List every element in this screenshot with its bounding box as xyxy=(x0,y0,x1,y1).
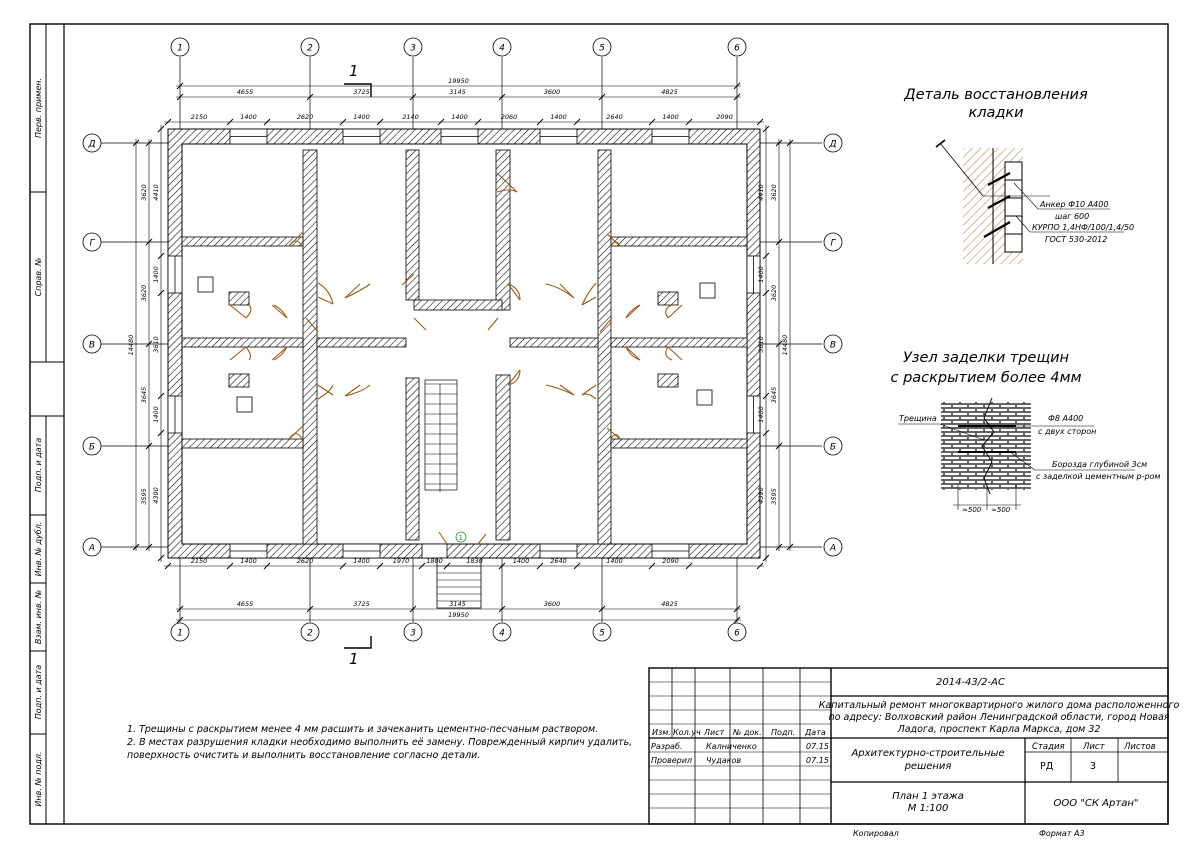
dim-bottom-span: 3725 xyxy=(353,600,370,608)
dim-right-opening: 4410 xyxy=(757,184,765,201)
dim-bottom-opening: 1830 xyxy=(466,557,483,565)
general-notes xyxy=(127,724,632,761)
dim-top-total: 19950 xyxy=(448,77,469,85)
col-podp: Подп. xyxy=(771,728,796,737)
dim-top-span: 3600 xyxy=(543,88,561,96)
dim-left-opening: 1400 xyxy=(152,266,160,283)
detail1-callout1-b: шаг 600 xyxy=(1055,212,1090,221)
detail2-dim-b: ≈500 xyxy=(991,506,1011,514)
dim-top-opening: 1400 xyxy=(240,113,257,121)
detail2-title-2: с раскрытием более 4мм xyxy=(890,370,1082,386)
dim-right-opening: 1400 xyxy=(757,266,765,283)
detail1-callout2-a: КУРПО 1,4НФ/100/1,4/50 xyxy=(1032,223,1135,232)
header-sheets: Листов xyxy=(1124,742,1156,752)
left-strip-label: Перв. примен. xyxy=(34,77,43,139)
dim-right-opening: 3610 xyxy=(757,336,765,353)
col-ndok: № док. xyxy=(733,728,762,737)
footer-format: Формат А3 xyxy=(1039,829,1085,838)
detail2-groove-a: Борозда глубиной 3см xyxy=(1052,460,1148,469)
detail2-rebar-a: Ф8 А400 xyxy=(1048,414,1084,423)
axis-label: Г xyxy=(89,238,95,249)
axis-label: Б xyxy=(829,442,837,453)
header-sheet: Лист xyxy=(1083,742,1105,752)
dim-right-opening: 1400 xyxy=(757,406,765,423)
role-developer: Разраб. xyxy=(651,742,683,751)
stage-value: РД xyxy=(1040,761,1054,772)
date-checker: 07.15 xyxy=(806,756,829,765)
detail-crack-repair xyxy=(890,350,1160,514)
name-developer: Калниченко xyxy=(706,742,757,751)
axis-label: Д xyxy=(88,139,96,150)
dim-top-opening: 1400 xyxy=(550,113,567,121)
dim-bottom-opening: 2620 xyxy=(296,557,314,565)
dim-bottom-span: 4655 xyxy=(236,600,254,608)
detail1-title-2: кладки xyxy=(968,105,1024,121)
col-list: Лист xyxy=(704,728,725,737)
col-izm: Изм. xyxy=(652,728,671,737)
dim-bottom-opening: 2640 xyxy=(550,557,567,565)
dim-top-opening: 1400 xyxy=(353,113,370,121)
date-developer: 07.15 xyxy=(806,742,829,751)
header-stage: Стадия xyxy=(1032,742,1065,752)
col-kol: Кол.уч xyxy=(673,728,701,737)
dim-left-span: 3595 xyxy=(140,488,148,505)
section-name-2: решения xyxy=(904,761,952,772)
project-code: 2014-43/2-АС xyxy=(936,677,1005,688)
entrance-mark: 1 xyxy=(458,534,463,542)
dim-top-span: 4825 xyxy=(661,88,678,96)
dim-top-span: 4655 xyxy=(236,88,254,96)
axis-label: 5 xyxy=(599,628,605,639)
dim-bottom-span: 3145 xyxy=(449,600,466,608)
dim-bottom-opening: 1400 xyxy=(606,557,623,565)
dim-top-opening: 2060 xyxy=(500,113,518,121)
dim-left-total: 14480 xyxy=(127,334,135,356)
dim-left-opening: 1400 xyxy=(152,406,160,423)
axis-label: Б xyxy=(88,442,96,453)
dim-left-opening: 4410 xyxy=(152,184,160,201)
project-address-2: по адресу: Волховский район Ленинградской области, город Новая xyxy=(828,712,1170,723)
axis-label: 4 xyxy=(499,628,505,639)
detail1-title-1: Деталь восстановления xyxy=(904,87,1088,103)
dim-left-opening: 3610 xyxy=(152,336,160,353)
left-strip-labels xyxy=(34,78,43,807)
dim-bottom-opening: 1400 xyxy=(512,557,530,565)
axis-label: 1 xyxy=(177,628,183,639)
dim-bottom-opening: 2150 xyxy=(190,557,208,565)
section-mark-top: 1 xyxy=(349,62,359,80)
axis-label: Д xyxy=(829,139,837,150)
detail2-crack-label: Трещина xyxy=(899,414,937,423)
dim-right-span: 3595 xyxy=(770,488,778,505)
name-checker: Чудаков xyxy=(706,756,742,765)
dim-left-opening: 4390 xyxy=(152,487,160,504)
dim-top-span: 3725 xyxy=(353,88,370,96)
left-strip-label: Подп. и дата xyxy=(34,664,43,720)
axis-label: В xyxy=(88,340,96,351)
left-strip-label: Подп. и дата xyxy=(34,437,43,493)
dim-bottom-opening: 1400 xyxy=(240,557,257,565)
dim-right-total: 14480 xyxy=(781,334,789,356)
dim-right-span: 3620 xyxy=(770,184,778,201)
dim-top-opening: 1400 xyxy=(451,113,468,121)
note-1: 1. Трещины с раскрытием менее 4 мм расшить и зачеканить цементно-песчаным раствором. xyxy=(127,724,599,735)
dim-bottom-opening: 2090 xyxy=(662,557,679,565)
dim-left-span: 3620 xyxy=(140,284,148,302)
dim-bottom-opening: 1970 xyxy=(392,557,410,565)
axis-label: 2 xyxy=(307,628,313,639)
dim-bottom-opening: 1400 xyxy=(353,557,370,565)
dim-right-opening: 4390 xyxy=(757,487,765,504)
section-mark-bottom: 1 xyxy=(349,650,359,668)
axis-label: В xyxy=(829,340,837,351)
company-name: ООО "СК Артан" xyxy=(1053,798,1139,809)
detail1-callout2-b: ГОСТ 530-2012 xyxy=(1045,235,1108,244)
axis-label: 2 xyxy=(307,43,313,54)
dim-bottom-total: 19950 xyxy=(448,611,469,619)
project-address-1: Капитальный ремонт многоквартирного жилого дома расположенного xyxy=(818,700,1180,711)
dim-bottom-opening: 1800 xyxy=(426,557,443,565)
axis-label: А xyxy=(88,543,96,554)
dim-top-opening: 2090 xyxy=(716,113,733,121)
note-2: 2. В местах разрушения кладки необходимо выполнить её замену. Поврежденный кирпич удалить, xyxy=(127,737,633,748)
dim-bottom-span: 4825 xyxy=(661,600,678,608)
detail-masonry-restoration xyxy=(903,87,1134,264)
axis-label: 3 xyxy=(410,628,416,639)
dim-left-span: 3620 xyxy=(140,184,148,201)
footer-copied: Копировал xyxy=(853,829,899,838)
detail2-title-1: Узел заделки трещин xyxy=(902,350,1070,366)
dim-top-opening: 2150 xyxy=(190,113,208,121)
detail2-groove-b: с заделкой цементным р-ром xyxy=(1036,472,1161,481)
left-strip-label: Справ. № xyxy=(34,257,43,297)
left-strip-label: Инв. № подл. xyxy=(34,751,43,807)
axis-label: 4 xyxy=(499,43,505,54)
detail1-callout1-a: Анкер Ф10 А400 xyxy=(1040,200,1109,209)
detail2-rebar-b: с двух сторон xyxy=(1038,427,1097,436)
axis-label: А xyxy=(829,543,837,554)
project-address-3: Ладога, проспект Карла Маркса, дом 32 xyxy=(897,724,1101,735)
left-strip-label: Инв. № дубл. xyxy=(34,521,43,577)
dim-right-span: 3620 xyxy=(770,284,778,302)
axis-label: 6 xyxy=(734,43,740,54)
col-date: Дата xyxy=(805,728,826,737)
axis-label: 6 xyxy=(734,628,740,639)
drawing-name-1: План 1 этажа xyxy=(892,791,964,802)
dim-top-span: 3145 xyxy=(449,88,466,96)
axis-label: Г xyxy=(830,238,836,249)
dim-bottom-span: 3600 xyxy=(543,600,561,608)
role-checker: Проверил xyxy=(651,756,693,765)
axis-label: 3 xyxy=(410,43,416,54)
dim-top-opening: 2140 xyxy=(402,113,419,121)
dim-top-opening: 2620 xyxy=(296,113,314,121)
note-3: поверхность очистить и выполнить восстановление согласно детали. xyxy=(127,750,481,761)
detail2-dim-a: ≈500 xyxy=(962,506,982,514)
entrance-door-opening xyxy=(422,544,447,558)
drawing-name-2: М 1:100 xyxy=(907,803,949,814)
left-strip-label: Взам. инв. № xyxy=(34,589,43,645)
axis-label: 1 xyxy=(177,43,183,54)
dim-right-span: 3645 xyxy=(770,386,778,404)
dim-left-span: 3645 xyxy=(140,386,148,404)
axis-label: 5 xyxy=(599,43,605,54)
section-name-1: Архитектурно-строительные xyxy=(851,748,1005,759)
dim-top-opening: 1400 xyxy=(662,113,679,121)
dim-top-opening: 2640 xyxy=(606,113,623,121)
sheet-value: 3 xyxy=(1090,761,1097,772)
